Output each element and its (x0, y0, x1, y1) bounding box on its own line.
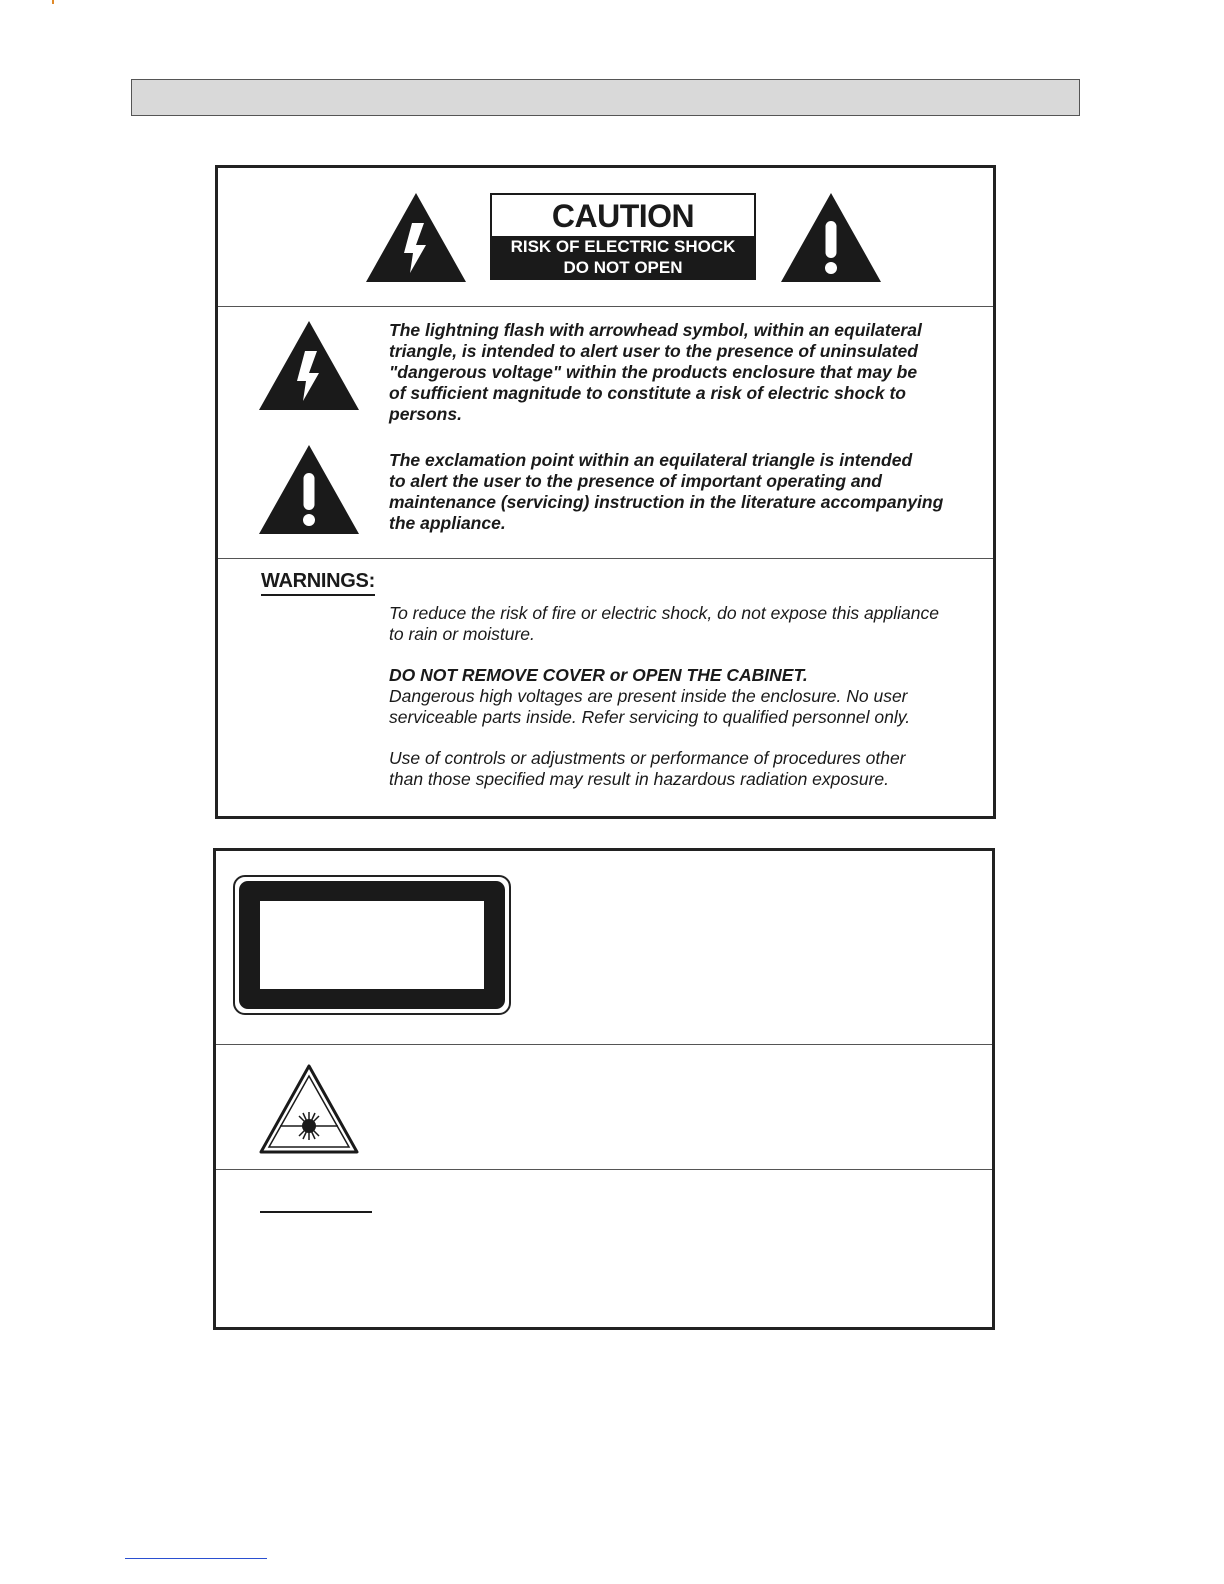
caution-line-1: RISK OF ELECTRIC SHOCK (510, 237, 736, 256)
warning-radiation (389, 748, 989, 790)
text-line: Use of controls or adjustments or performance of procedures other (389, 748, 906, 768)
lightning-symbol-text (389, 320, 989, 425)
laser-warning-icon (258, 1063, 360, 1155)
text-line: serviceable parts inside. Refer servicing to qualified personnel only. (389, 707, 911, 727)
text-line: The exclamation point within an equilateral triangle is intended (389, 450, 913, 470)
text-line: "dangerous voltage" within the products enclosure that may be (389, 362, 918, 382)
text-line: The lightning flash with arrowhead symbol, within an equilateral (389, 320, 922, 340)
caution-title: CAUTION (551, 198, 695, 234)
caution-subtitle (492, 236, 754, 278)
text-line: of sufficient magnitude to constitute a risk of electric shock to (389, 383, 906, 403)
text-line: the appliance. (389, 513, 506, 533)
heading-underline (260, 1211, 372, 1213)
text-line: to rain or moisture. (389, 624, 535, 644)
exclamation-warning-icon (259, 445, 359, 534)
safety-panel (215, 165, 996, 819)
exclamation-symbol-text (389, 450, 989, 534)
warning-cover (389, 665, 989, 728)
caution-line-2: DO NOT OPEN (563, 258, 683, 277)
warning-cover-heading: DO NOT REMOVE COVER or OPEN THE CABINET. (389, 665, 808, 685)
divider (216, 1169, 992, 1170)
text-line: maintenance (servicing) instruction in the literature accompanying (389, 492, 944, 512)
laser-panel (213, 848, 995, 1330)
text-line: persons. (389, 404, 462, 424)
lightning-warning-icon (366, 193, 466, 282)
divider (218, 306, 993, 307)
divider (216, 1044, 992, 1045)
label-window (260, 901, 484, 989)
text-line: triangle, is intended to alert user to the presence of uninsulated (389, 341, 918, 361)
text-line: Dangerous high voltages are present inside the enclosure. No user (389, 686, 908, 706)
laser-class-label (233, 875, 511, 1015)
warning-moisture (389, 603, 989, 645)
text-line: To reduce the risk of fire or electric shock, do not expose this appliance (389, 603, 939, 623)
footer-link-line (125, 1558, 267, 1559)
text-line: to alert the user to the presence of important operating and (389, 471, 882, 491)
label-frame (239, 881, 505, 1009)
divider (218, 558, 993, 559)
corner-mark (52, 0, 54, 4)
lightning-warning-icon (259, 321, 359, 410)
text-line: than those specified may result in hazardous radiation exposure. (389, 769, 890, 789)
caution-label (490, 193, 756, 280)
warnings-heading: WARNINGS: (261, 570, 375, 596)
exclamation-warning-icon (781, 193, 881, 282)
header-bar (131, 79, 1080, 116)
